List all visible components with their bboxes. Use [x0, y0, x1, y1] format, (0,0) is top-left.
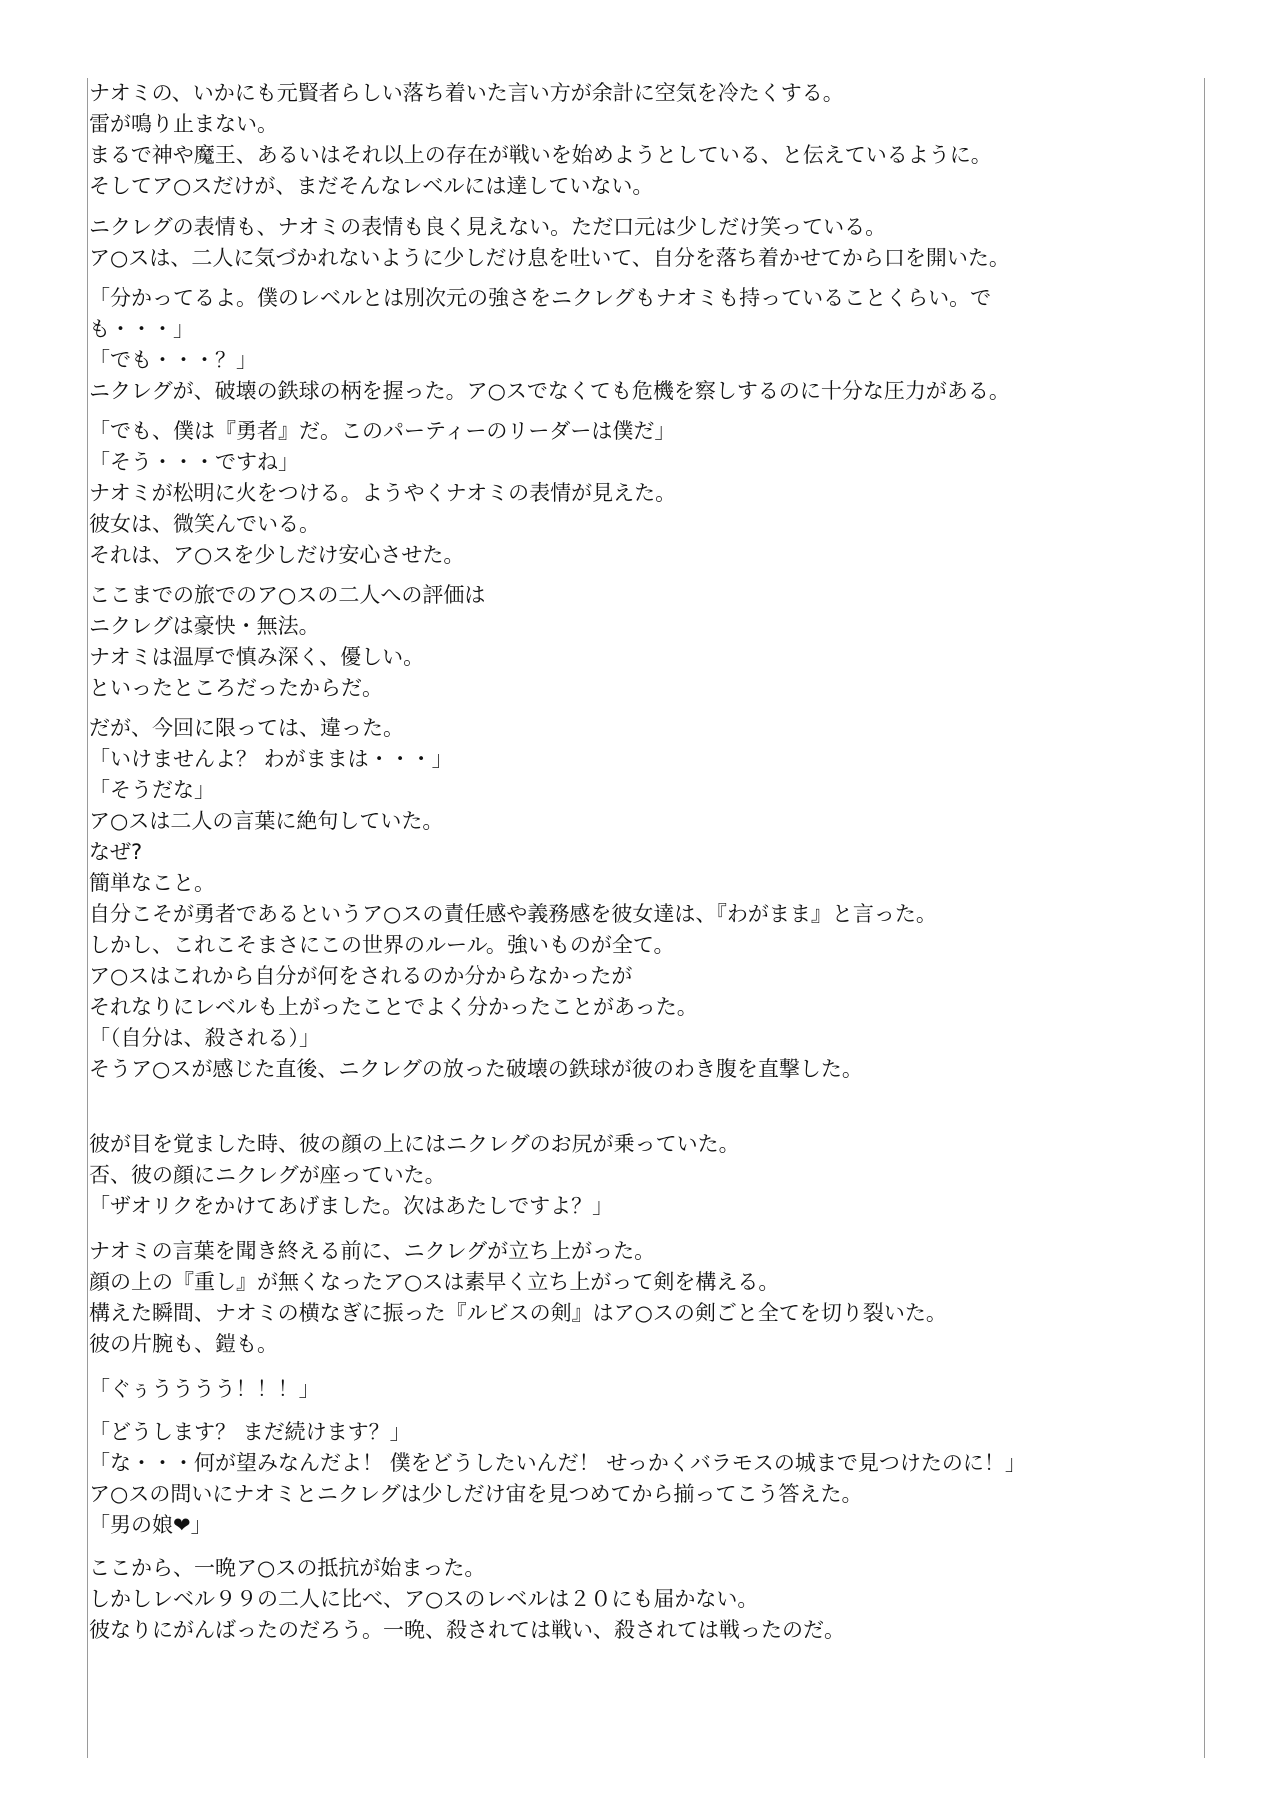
text-line: それなりにレベルも上がったことでよく分かったことがあった。: [89, 995, 698, 1019]
text-line: 簡単なこと。: [89, 871, 215, 895]
text-line: 「分かってるよ。僕のレベルとは別次元の強さをニクレグもナオミも持っていることくらい。で: [89, 286, 992, 310]
paragraph-11: [89, 1553, 1199, 1646]
text-line: 「ザオリクをかけてあげました。次はあたしですよ？」: [89, 1194, 614, 1218]
text-line: 雷が鳴り止まない。: [89, 112, 278, 136]
paragraph-gap: [89, 407, 1199, 416]
paragraph-gap: [89, 274, 1199, 283]
paragraph-gap: [89, 1222, 1199, 1236]
text-line: それは、ア○スを少しだけ安心させた。: [89, 543, 465, 567]
right-margin-rule: [1204, 78, 1205, 1758]
text-line: 自分こそが勇者であるというア○スの責任感や義務感を彼女達は、『わがまま』と言った。: [89, 902, 937, 926]
text-line: ニクレグは豪快・無法。: [89, 614, 320, 638]
paragraph-8: [89, 1236, 1199, 1360]
text-line: といったところだったからだ。: [89, 676, 383, 700]
text-line: 「どうします？ まだ続けます？」: [89, 1420, 411, 1444]
text-line: そうア○スが感じた直後、ニクレグの放った破壊の鉄球が彼のわき腹を直撃した。: [89, 1057, 863, 1081]
section-gap: [89, 1085, 1199, 1129]
text-line: 「男の娘❤」: [89, 1513, 212, 1537]
paragraph-5: [89, 580, 1199, 704]
text-line: 彼女は、微笑んでいる。: [89, 512, 320, 536]
text-line: ナオミの言葉を聞き終える前に、ニクレグが立ち上がった。: [89, 1239, 656, 1263]
paragraph-2: [89, 212, 1199, 274]
text-line: 「（自分は、殺される）」: [89, 1026, 320, 1050]
text-line: 「そう・・・ですね」: [89, 450, 299, 474]
text-line: ナオミは温厚で慎み深く、優しい。: [89, 645, 425, 669]
paragraph-gap: [89, 1360, 1199, 1374]
text-line: しかし、これこそまさにこの世界のルール。強いものが全て。: [89, 933, 675, 957]
paragraph-3: [89, 283, 1199, 407]
text-line: ア○スの問いにナオミとニクレグは少しだけ宙を見つめてから揃ってこう答えた。: [89, 1482, 863, 1506]
text-line: そしてア○スだけが、まだそんなレベルには達していない。: [89, 174, 654, 198]
text-line: なぜ?: [89, 840, 143, 864]
paragraph-4: [89, 416, 1199, 571]
paragraph-10: [89, 1417, 1199, 1541]
paragraph-gap: [89, 1541, 1199, 1553]
text-line: 彼の片腕も、鎧も。: [89, 1332, 278, 1356]
text-line: 「でも、僕は『勇者』だ。このパーティーのリーダーは僕だ」: [89, 419, 676, 443]
text-line: 顔の上の『重し』が無くなったア○スは素早く立ち上がって剣を構える。: [89, 1270, 780, 1294]
text-line: だが、今回に限っては、違った。: [89, 716, 404, 740]
text-line: ア○スは、二人に気づかれないように少しだけ息を吐いて、自分を落ち着かせてから口を開いた。: [89, 246, 1010, 270]
paragraph-1: [89, 78, 1199, 202]
paragraph-gap: [89, 1405, 1199, 1417]
paragraph-gap: [89, 202, 1199, 212]
text-line: 否、彼の顔にニクレグが座っていた。: [89, 1163, 446, 1187]
text-line: ア○スはこれから自分が何をされるのか分からなかったが: [89, 964, 633, 988]
text-line: しかしレベル９９の二人に比べ、ア○スのレベルは２０にも届かない。: [89, 1587, 759, 1611]
paragraph-7: [89, 1129, 1199, 1222]
text-line: も・・・」: [89, 317, 194, 341]
paragraph-6: [89, 713, 1199, 1085]
text-line: 彼が目を覚ました時、彼の顔の上にはニクレグのお尻が乗っていた。: [89, 1132, 740, 1156]
paragraph-gap: [89, 571, 1199, 580]
text-line: 構えた瞬間、ナオミの横なぎに振った『ルビスの剣』はア○スの剣ごと全てを切り裂いた。: [89, 1301, 947, 1325]
text-line: 「ぐぅうううう！！！」: [89, 1377, 320, 1401]
text-line: 彼なりにがんばったのだろう。一晩、殺されては戦い、殺されては戦ったのだ。: [89, 1618, 845, 1642]
paragraph-9: [89, 1374, 1199, 1405]
left-margin-rule: [87, 78, 88, 1758]
text-line: ナオミが松明に火をつける。ようやくナオミの表情が見えた。: [89, 481, 677, 505]
story-text: [89, 78, 1199, 1646]
text-line: ア○スは二人の言葉に絶句していた。: [89, 809, 444, 833]
text-line: まるで神や魔王、あるいはそれ以上の存在が戦いを始めようとしている、と伝えているように。: [89, 143, 992, 167]
text-line: ニクレグが、破壊の鉄球の柄を握った。ア○スでなくても危機を察しするのに十分な圧力がある。: [89, 379, 1010, 403]
text-line: ここから、一晩ア○スの抵抗が始まった。: [89, 1556, 486, 1580]
paragraph-gap: [89, 704, 1199, 713]
text-line: ニクレグの表情も、ナオミの表情も良く見えない。ただ口元は少しだけ笑っている。: [89, 215, 887, 239]
text-line: 「そうだな」: [89, 778, 215, 802]
text-line: 「いけませんよ？ わがままは・・・」: [89, 747, 453, 771]
text-line: ナオミの、いかにも元賢者らしい落ち着いた言い方が余計に空気を冷たくする。: [89, 81, 844, 105]
text-line: 「でも・・・？」: [89, 348, 257, 372]
text-line: ここまでの旅でのア○スの二人への評価は: [89, 583, 486, 607]
text-line: 「な・・・何が望みなんだよ！ 僕をどうしたいんだ！ せっかくバラモスの城まで見つけたのに！」: [89, 1451, 1026, 1475]
